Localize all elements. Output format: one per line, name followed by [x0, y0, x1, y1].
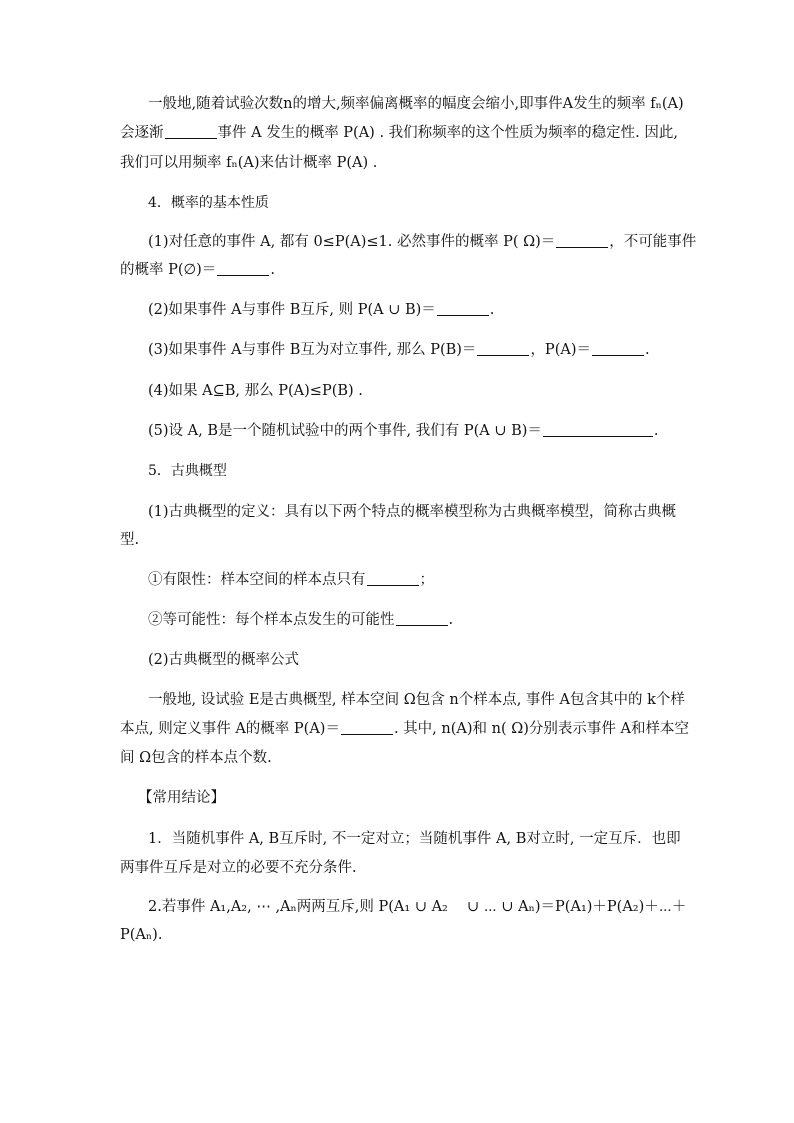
formula-heading: (2)古典概型的概率公式 — [148, 652, 300, 668]
equal-likelihood-item — [148, 613, 453, 628]
conclusion-2-line-1: 2.若事件 A₁,A₂, ⋯ ,Aₙ两两互斥,则 P(A₁ ∪ A₂ ∪ ⋯ ∪ Aₙ)＝P(A₁)＋P(A₂)＋⋯＋ — [148, 899, 687, 915]
formula-text-b: . 其中, n(A)和 n( Ω)分别表示事件 A和样本空 — [393, 721, 689, 737]
property-5-text-b: . — [653, 423, 659, 439]
property-2-text-b: . — [489, 302, 495, 318]
answer-blank — [592, 354, 644, 356]
finiteness-text-b: ； — [419, 572, 434, 588]
formula-text-a: 本点, 则定义事件 A的概率 P(A)＝ — [120, 721, 340, 737]
answer-blank — [217, 274, 269, 276]
classical-definition-line-1: (1)古典概型的定义：具有以下两个特点的概率模型称为古典概率模型，简称古典概 — [148, 504, 677, 520]
conclusion-1-line-2: 两事件互斥是对立的必要不充分条件. — [120, 860, 357, 876]
formula-line-3: 间 Ω包含的样本点个数. — [120, 750, 272, 766]
conclusion-1-line-1: 1．当随机事件 A, B互斥时, 不一定对立；当随机事件 A, B对立时, 一定互斥．也即 — [148, 831, 681, 847]
formula-line-2 — [120, 722, 689, 737]
freq-paragraph-line-3: 我们可以用频率 fₙ(A)来估计概率 P(A) . — [120, 155, 378, 171]
answer-blank — [367, 584, 419, 586]
equal-likelihood-text-b: . — [448, 612, 454, 628]
answer-blank — [556, 246, 608, 248]
conclusions-heading: 【常用结论】 — [138, 790, 225, 806]
property-3-text-a: (3)如果事件 A与事件 B互为对立事件, 那么 P(B)＝ — [148, 342, 477, 358]
property-1-line-2 — [120, 263, 275, 278]
equal-likelihood-text-a: ②等可能性：每个样本点发生的可能性 — [148, 612, 395, 628]
conclusion-2-line-2: P(Aₙ). — [120, 927, 163, 943]
freq-line2-text-b: 事件 A 发生的概率 P(A) . 我们称频率的这个性质为频率的稳定性. 因此, — [217, 125, 678, 141]
answer-blank — [477, 354, 529, 356]
property-1-text-b: ，不可能事件 — [609, 234, 697, 250]
answer-blank — [341, 733, 393, 735]
finiteness-item — [148, 573, 434, 588]
freq-paragraph-line-2 — [120, 126, 678, 141]
property-4: (4)如果 A⊆B, 那么 P(A)≤P(B) . — [148, 383, 363, 399]
property-1-line-1 — [148, 235, 696, 250]
answer-blank — [543, 435, 653, 437]
property-2-text-a: (2)如果事件 A与事件 B互斥, 则 P(A ∪ B)＝ — [148, 302, 436, 318]
property-3 — [148, 343, 650, 358]
answer-blank — [165, 137, 217, 139]
section-4-heading: 4．概率的基本性质 — [148, 195, 269, 211]
freq-line2-text-a: 会逐渐 — [120, 125, 164, 141]
classical-definition-line-2: 型. — [120, 532, 140, 548]
answer-blank — [396, 624, 448, 626]
formula-line-1: 一般地, 设试验 E是古典概型, 样本空间 Ω包含 n个样本点, 事件 A包含其中的 k个样 — [148, 692, 685, 708]
property-3-text-b: ，P(A)＝ — [530, 342, 591, 358]
freq-paragraph-line-1: 一般地,随着试验次数n的增大,频率偏离概率的幅度会缩小,即事件A发生的频率 fₙ(A) — [148, 96, 684, 112]
finiteness-text-a: ①有限性：样本空间的样本点只有 — [148, 572, 366, 588]
property-1-text-a: (1)对任意的事件 A, 都有 0≤P(A)≤1. 必然事件的概率 P( Ω)＝ — [148, 234, 556, 250]
property-5 — [148, 424, 659, 439]
property-1-text-d: . — [270, 262, 275, 278]
property-5-text-a: (5)设 A, B是一个随机试验中的两个事件, 我们有 P(A ∪ B)＝ — [148, 423, 542, 439]
property-3-text-c: . — [644, 342, 650, 358]
answer-blank — [437, 314, 489, 316]
property-2 — [148, 303, 494, 318]
property-1-text-c: 的概率 P(∅)＝ — [120, 262, 217, 278]
section-5-heading: 5．古典概型 — [148, 463, 227, 479]
